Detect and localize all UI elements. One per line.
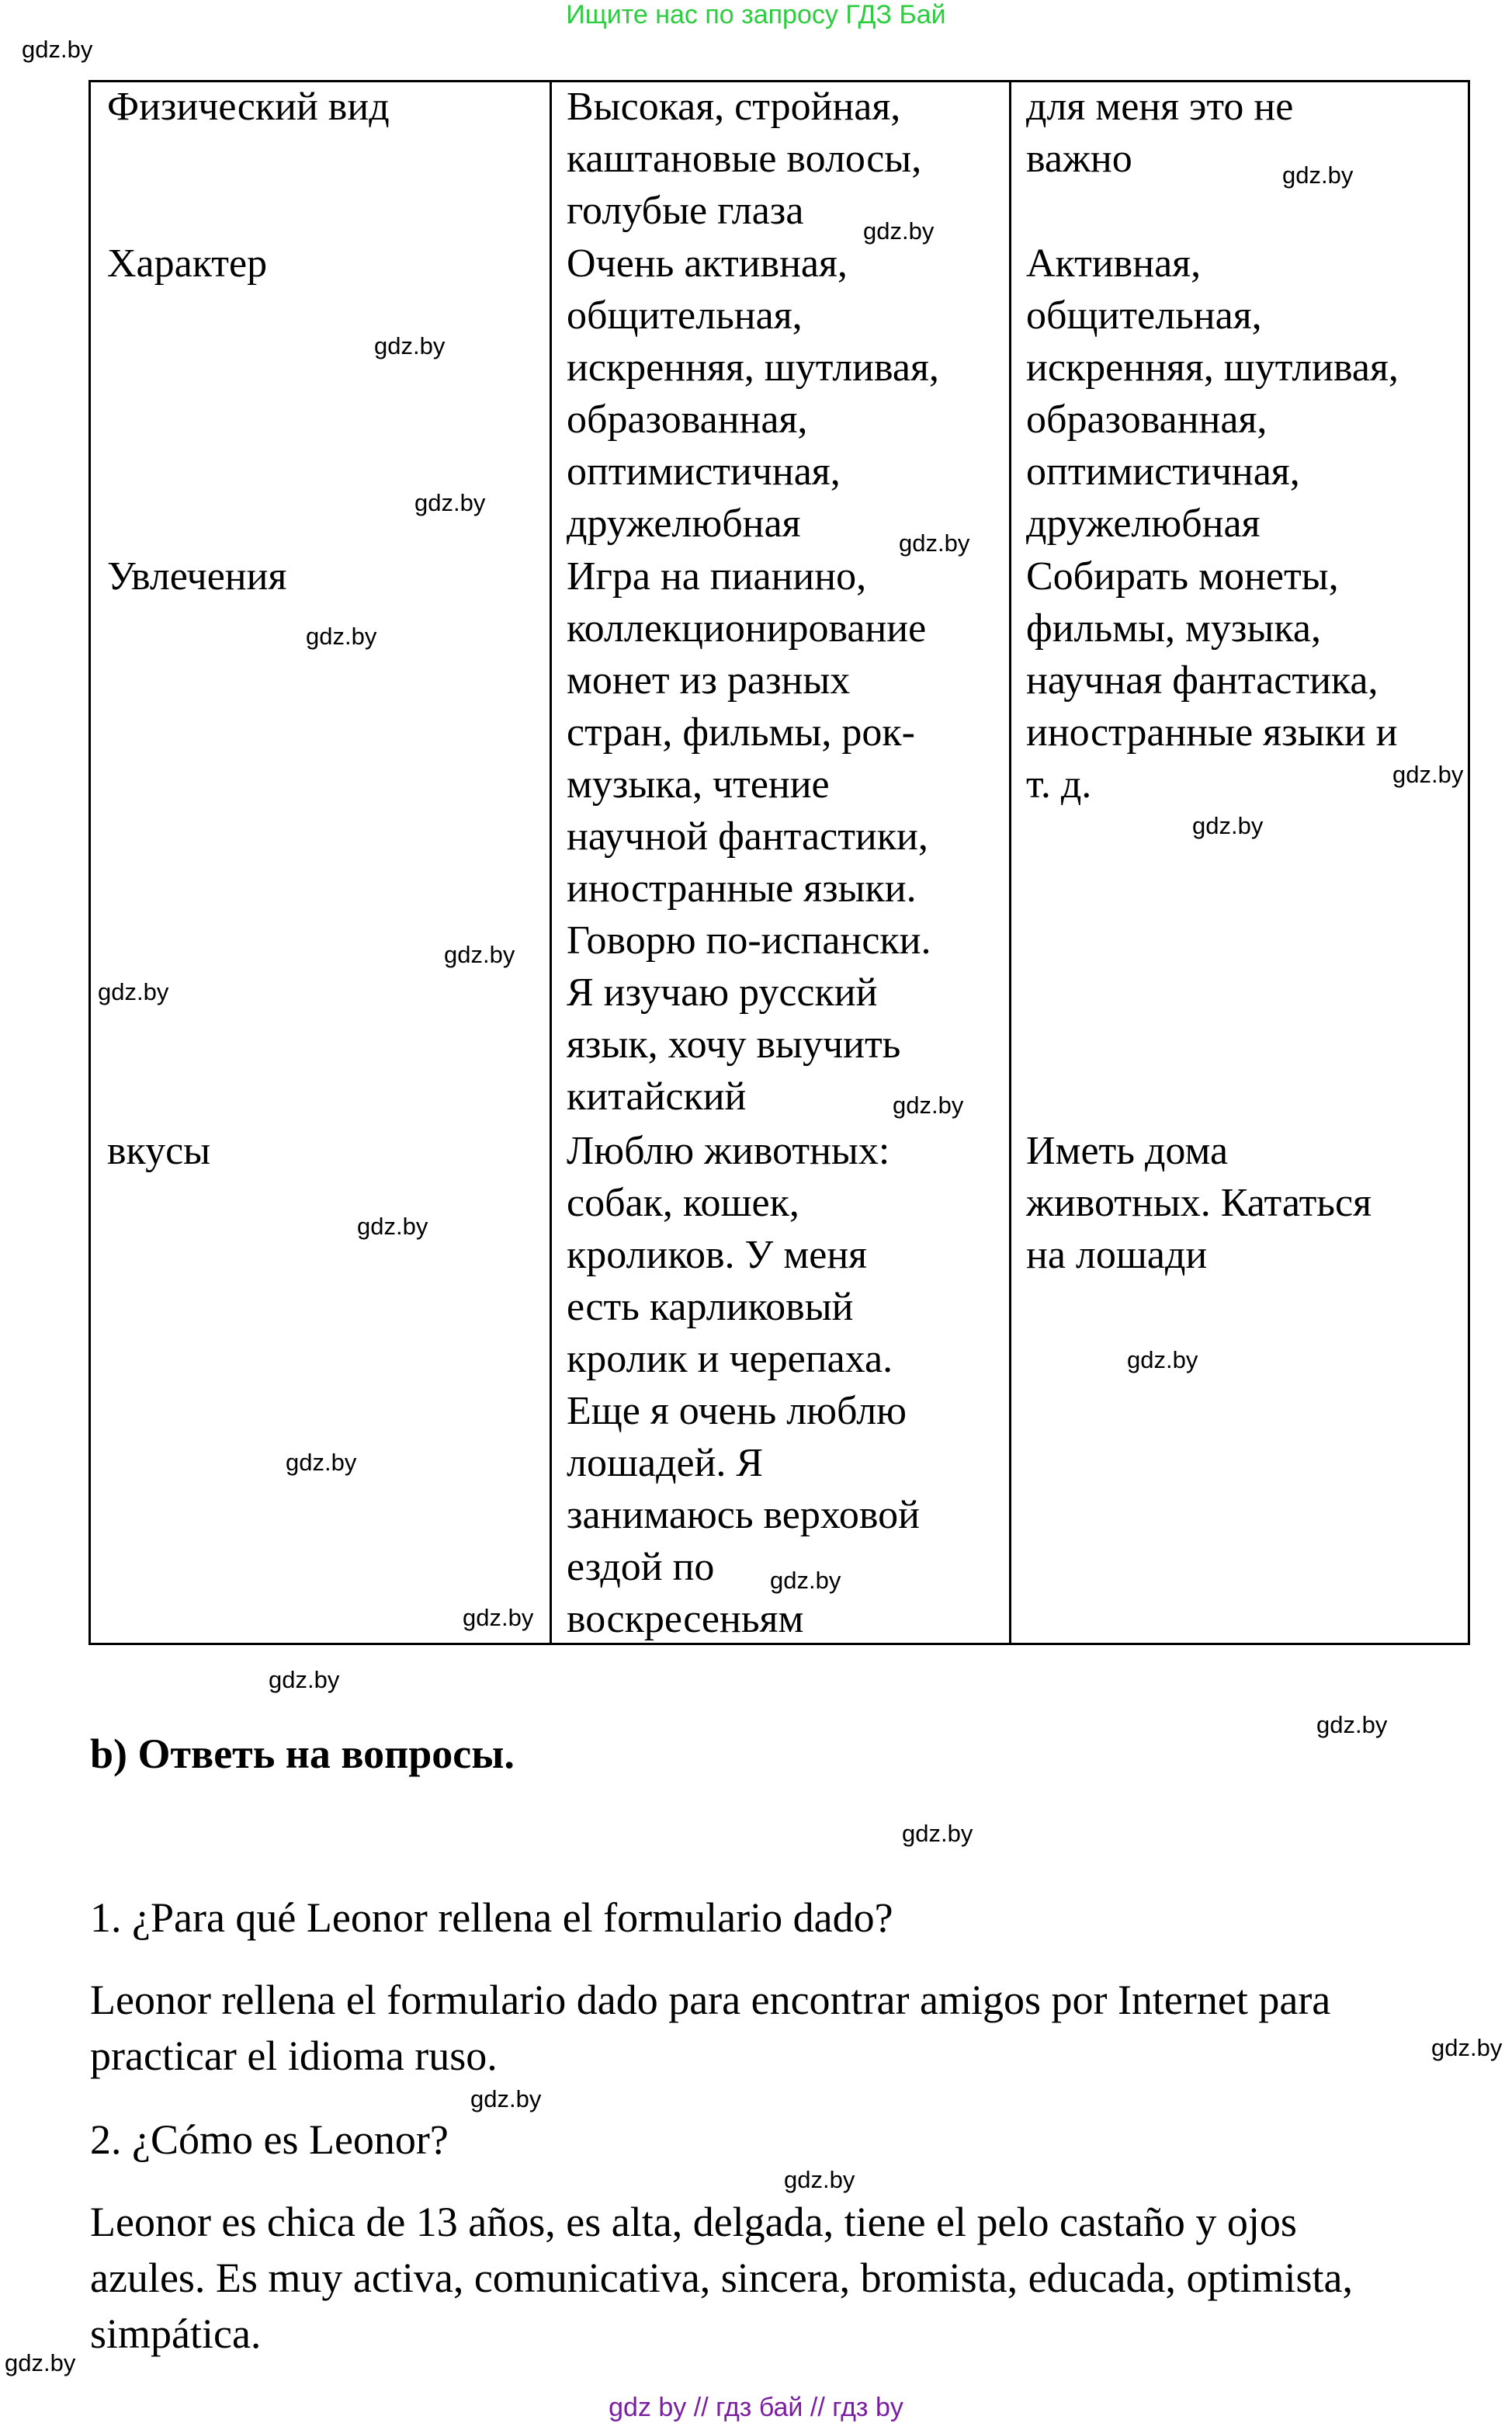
text-line: образованная, <box>1026 397 1268 442</box>
row-label-tastes: вкусы <box>107 1129 211 1173</box>
watermark: gdz.by <box>414 489 486 516</box>
watermark: gdz.by <box>470 2085 542 2112</box>
friend-hobbies <box>1026 550 1397 811</box>
text-line: т. д. <box>1026 762 1092 807</box>
watermark: gdz.by <box>444 941 515 968</box>
text-line: Собирать монеты, <box>1026 554 1339 599</box>
text-line: голубые глаза <box>567 189 804 233</box>
text-line: на лошади <box>1026 1233 1208 1277</box>
watermark: gdz.by <box>1127 1346 1198 1373</box>
text-line: Высокая, стройная, <box>567 85 901 129</box>
watermark: gdz.by <box>1192 812 1264 839</box>
search-banner[interactable]: Ищите нас по запросу ГДЗ Бай <box>566 0 946 30</box>
friend-appearance <box>1026 81 1293 185</box>
text-line: общительная, <box>567 293 803 338</box>
watermark: gdz.by <box>1316 1711 1388 1738</box>
answer-1-line: practicar el idioma ruso. <box>90 2032 498 2079</box>
watermark: gdz.by <box>863 217 935 245</box>
task-heading: b) Ответь на вопросы. <box>90 1730 515 1777</box>
watermark: gdz.by <box>1392 761 1464 788</box>
watermark: gdz.by <box>784 2166 855 2193</box>
text-line: дружелюбная <box>567 502 801 546</box>
text-line: музыка, чтение <box>567 762 830 807</box>
watermark: gdz.by <box>22 36 93 63</box>
watermark: gdz.by <box>893 1092 964 1119</box>
text-line: иностранные языки. <box>567 866 917 911</box>
watermark: gdz.by <box>306 623 377 650</box>
column-divider <box>550 82 552 1643</box>
text-line: есть карликовый <box>567 1285 854 1329</box>
footer-links[interactable]: gdz by // гдз бай // гдз by <box>609 2393 903 2422</box>
text-line: китайский <box>567 1074 747 1119</box>
text-line: кролик и черепаха. <box>567 1337 893 1381</box>
text-line: образованная, <box>567 397 808 442</box>
text-line: Я изучаю русский <box>567 970 878 1015</box>
text-line: стран, фильмы, рок- <box>567 710 915 755</box>
column-divider <box>1009 82 1011 1643</box>
text-line: коллекционирование <box>567 606 927 651</box>
text-line: Игра на пианино, <box>567 554 867 599</box>
watermark: gdz.by <box>286 1449 357 1476</box>
text-line: искренняя, шутливая, <box>1026 345 1399 390</box>
friend-tastes <box>1026 1125 1372 1281</box>
text-line: иностранные языки и <box>1026 710 1398 755</box>
text-line: ездой по <box>567 1545 715 1589</box>
text-line: для меня это не <box>1026 85 1294 129</box>
text-line: Еще я очень люблю <box>567 1389 907 1433</box>
leonor-tastes <box>567 1125 920 1645</box>
leonor-hobbies <box>567 550 931 1123</box>
text-line: Активная, <box>1026 241 1202 286</box>
answer-1-line: Leonor rellena el formulario dado para encontrar amigos por Internet para <box>90 1977 1331 2023</box>
text-line: искренняя, шутливая, <box>567 345 939 390</box>
text-line: Люблю животных: <box>567 1129 890 1173</box>
watermark: gdz.by <box>357 1213 428 1240</box>
watermark: gdz.by <box>1431 2034 1503 2061</box>
watermark: gdz.by <box>5 2349 76 2376</box>
row-label-hobbies: Увлечения <box>107 554 287 599</box>
answer-2-line: azules. Es muy activa, comunicativa, sincera, bromista, educada, optimista, <box>90 2255 1353 2301</box>
answer-2-line: Leonor es chica de 13 años, es alta, delgada, tiene el pelo castaño y ojos <box>90 2199 1297 2245</box>
watermark: gdz.by <box>269 1666 340 1693</box>
friend-character <box>1026 238 1399 550</box>
text-line: научной фантастики, <box>567 814 928 859</box>
text-line: фильмы, музыка, <box>1026 606 1321 651</box>
text-line: занимаюсь верховой <box>567 1493 920 1537</box>
watermark: gdz.by <box>1282 161 1354 189</box>
watermark: gdz.by <box>770 1567 841 1594</box>
watermark: gdz.by <box>374 332 446 359</box>
text-line: важно <box>1026 137 1132 181</box>
text-line: кроликов. У меня <box>567 1233 868 1277</box>
text-line: оптимистичная, <box>1026 450 1300 494</box>
watermark: gdz.by <box>902 1820 973 1847</box>
text-line: дружелюбная <box>1026 502 1261 546</box>
text-line: каштановые волосы, <box>567 137 922 181</box>
row-label-character: Характер <box>107 241 268 286</box>
watermark: gdz.by <box>463 1604 534 1631</box>
text-line: животных. Кататься <box>1026 1181 1372 1225</box>
text-line: научная фантастика, <box>1026 658 1378 703</box>
text-line: собак, кошек, <box>567 1181 799 1225</box>
question-1: 1. ¿Para qué Leonor rellena el formulario dado? <box>90 1894 893 1941</box>
answer-2-line: simpática. <box>90 2310 262 2357</box>
text-line: Очень активная, <box>567 241 848 286</box>
text-line: Иметь дома <box>1026 1129 1229 1173</box>
row-label-appearance: Физический вид <box>107 85 390 129</box>
text-line: лошадей. Я <box>567 1441 764 1485</box>
text-line: Говорю по-испански. <box>567 918 931 963</box>
text-line: язык, хочу выучить <box>567 1022 901 1067</box>
watermark: gdz.by <box>899 529 970 557</box>
text-line: монет из разных <box>567 658 851 703</box>
question-2: 2. ¿Cómo es Leonor? <box>90 2116 449 2163</box>
watermark: gdz.by <box>98 978 169 1005</box>
text-line: воскресеньям <box>567 1597 804 1641</box>
leonor-character <box>567 238 939 550</box>
leonor-appearance <box>567 81 921 237</box>
text-line: общительная, <box>1026 293 1262 338</box>
text-line: оптимистичная, <box>567 450 841 494</box>
